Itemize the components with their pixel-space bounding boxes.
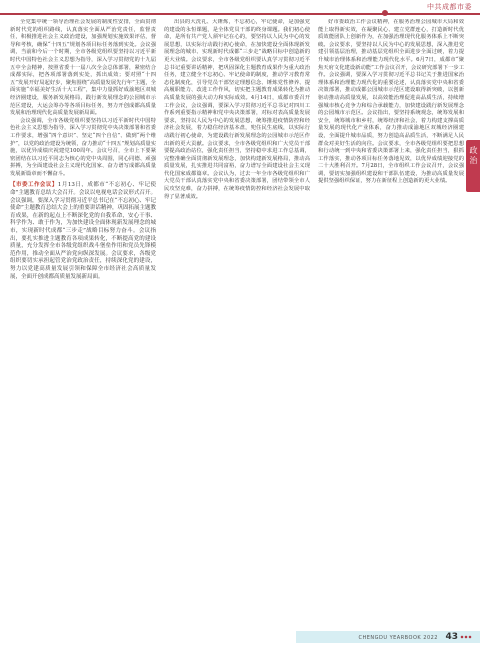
page-header bbox=[0, 0, 480, 16]
paragraph: 出县的大洗礼、大锤炼，不忘初心，牢记使命，是加强党的建设的永恒课题，是全体党员干部的终身课题。我们初心使命，是所有共产党人须牢记在心的，要坚持以人民为中心的发展思想，以实际行动践行初心使命，在加快建设全面体现新发展理念的城市、实现新时代成都“三步走”战略目标中创造新的更大业绩。会议要求，全市各级党组织要认真学习贯彻习近平总书记重要讲话精神，把巩固深化主题教育成果作为重大政治任务，建立健全不忘初心、牢记使命的制度，推动学习教育常态化制度化，引导党员干部坚定理想信念、锤炼党性修养、提高履职能力、改进工作作风，切实把主题教育成果转化为推动高质量发展的强大动力和实际成效。4月14日，成都市委召开工作会议，会议强调，要深入学习贯彻习近平总书记对四川工作系列重要指示精神和党中央决策部署，对标对表高质量发展要求，坚持以人民为中心的发展思想，统筹推进疫情防控和经济社会发展，着力稳住经济基本盘，兜住民生底线，以实际行动践行初心使命，为建设践行新发展理念的公园城市示范区作出新的更大贡献。会议要求，全市各级党组织和广大党员干部要提高政治站位，强化责任担当，坚持稳中求进工作总基调，完整准确全面贯彻新发展理念，加快构建新发展格局，推动高质量发展，扎实推进共同富裕，奋力谱写全面建设社会主义现代化国家成都篇章。会议认为，过去一年全市各级党组织和广大党员干部认真落实党中央和省委决策部署，团结带领全市人民攻坚克难，奋力拼搏，在统筹疫情防控和经济社会发展中取得了显著成效。 bbox=[164, 19, 310, 200]
column-middle bbox=[164, 19, 310, 613]
page-footer bbox=[0, 629, 480, 651]
footer-ornament bbox=[460, 634, 472, 640]
yearbook-label: CHENGDU YEARBOOK 2022 bbox=[358, 635, 438, 641]
section-running-title: 中共成都市委 bbox=[427, 3, 472, 11]
column-right bbox=[318, 19, 464, 613]
paragraph: 好市委政治工作会议精神，在服务治理公园城市大局和效能上取得新实效，在凝聚民心、建立党群连心，打造新时代优质效能团队上创新作为，在加强治理现代化服务体系上不断突破。会议要求，要坚持以人民为中心的发展思想，深入推进党建引领基层治理，推动基层党组织全面进步全面过硬，着力提升城市治理体系和治理能力现代化水平。6月7日，成都市“聚焦天府文化建设新动能”工作会议召开，会议研究部署下一步工作。会议强调，要深入学习贯彻习近平总书记关于推进国家治理体系和治理能力现代化的重要论述，认真落实党中央和省委决策部署，推动成都公园城市示范区建设取得新突破，以创新驱动推动高质量发展，以高效能治理促进高品质生活，持续增强城市核心竞争力和综合承载能力，加快建设践行新发展理念的公园城市示范区。会议指出，要坚持系统观念，统筹发展和安全，统筹城市和乡村，统筹经济和社会，着力构建支撑高质量发展的现代化产业体系，奋力推动成渝地区双城经济圈建设，全面提升城市品质，努力创造高品质生活，不断满足人民群众对美好生活的向往。会议要求，全市各级党组织要把思想和行动统一到中央和省委决策部署上来，强化责任担当，狠抓工作落实，推动各项目标任务落地见效，以优异成绩迎接党的二十大胜利召开。7月28日，全市组织工作会议召开，会议强调，要切实加强组织建设和干部队伍建设，为推动高质量发展提供坚强组织保证，努力在新征程上创造新的更大业绩。 bbox=[318, 19, 464, 185]
header-rule bbox=[0, 13, 480, 15]
chapter-side-tab bbox=[466, 140, 480, 192]
page-number: 43 bbox=[445, 632, 458, 642]
section-body: 1月13日，成都市“不忘初心、牢记使命”主题教育总结大会召开。会议以电视电话会议形式召开。会议强调，要深入学习贯彻习近平总书记在“不忘初心、牢记使命”主题教育总结大会上的重要讲话精神，巩固拓展主题教育成果，在新的起点上不断深化党的自我革命，安心干事、科学作为、敢于作为，为加快建设全面体现新发展理念的城市，实现新时代成都“三步走”战略目标努力奋斗。会议指出，要扎实推进主题教育各项成果转化，不断提高党的建设质量，充分发挥全市各级党组织战斗堡垒作用和党员先锋模范作用，推动全面从严治党向纵深发展。会议要求，各级党组织要切实承担起管党治党政治责任，持续深化党的建设，努力以党建高质量发展引领和保障全市经济社会高质量发展，全面开创成都高质量发展新局面。 bbox=[10, 182, 156, 280]
paragraph: 会议强调，全市各级党组织要坚持以习近平新时代中国特色社会主义思想为指导，深入学习贯彻党中央决策部署和省委工作要求，增强“四个意识”、坚定“四个自信”、做到“两个维护”，以党的政治建设为统领，奋力推动“十四五”规划高质量实施，以优异成绩庆祝建党100周年。会议号召，全市上下要紧密团结在以习近平同志为核心的党中央周围，同心同德、顽强拼搏，为全面建设社会主义现代化国家、奋力谱写成都高质量发展新篇章而不懈奋斗。 bbox=[10, 117, 156, 177]
section-title: 【市委工作会议】 bbox=[10, 182, 58, 189]
paragraph: 全党集中统一领导治理社会发展的制度性安排，全面贯彻新时代党的组织路线，认真落实全面从严治党责任，监督责任，积极推进社会主义政治建设，加强规划实施效果评估，督导和考核，确保“十四五”规划各项目标任务落到实处。会议强调，当前和今后一个时期，全市各级党组织要坚持以习近平新时代中国特色社会主义思想为指导，深入学习贯彻党的十九届五中全会精神，按照省委十一届八次全会总体部署，紧密结合成都实际，把各项部署落到实处，抓出成效；要对照“十四五”发展开好局起好步，聚焦围绕“高质量发展先行年”主题，全面实施“幸福美好生活十大工程”，集中力量抓好成渝地区双城经济圈建设，服务新发展格局，践行新发展理念的公园城市示范区建设，大运会筹办等各项目标任务，努力开创成都高质量发展和治理现代化高质量发展新局面。 bbox=[10, 19, 156, 117]
section-paragraph bbox=[10, 182, 156, 281]
column-left bbox=[10, 19, 156, 613]
chapter-side-tab-label: 政治 bbox=[469, 146, 478, 166]
article-columns bbox=[10, 19, 464, 613]
